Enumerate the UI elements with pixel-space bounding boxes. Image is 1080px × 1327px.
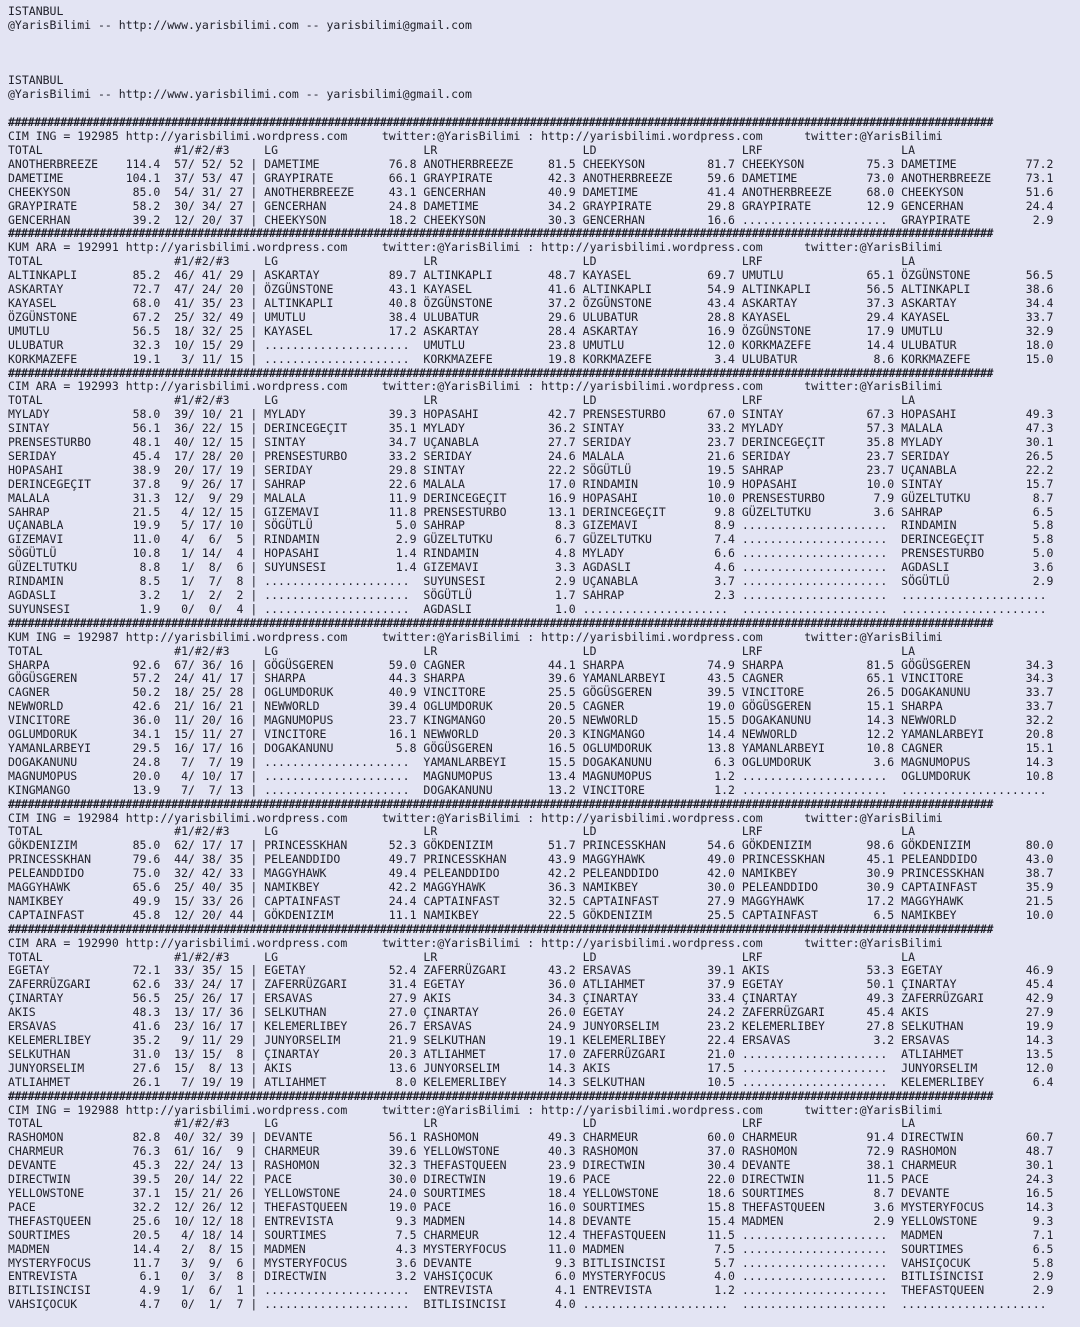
table-row: DAMETIME 104.1 37/ 53/ 47 | GRAYPIRATE 66.1 GRAYPIRATE 42.3 ANOTHERBREEZE 59.6 DAMETIME 73.0 ANOTHERBREEZE 73.1 (8, 170, 1054, 185)
table-row: MADMEN 14.4 2/ 8/ 15 | MADMEN 4.3 MYSTERYFOCUS 11.0 MADMEN 7.5 ..................... SOURTIMES 6.5 (8, 1241, 1054, 1256)
table-row: GÖKDENIZIM 85.0 62/ 17/ 17 | PRINCESSKHAN 52.3 GÖKDENIZIM 51.7 PRINCESSKHAN 54.6 GÖKDENIZIM 98.6 GÖKDENIZIM 80.0 (8, 838, 1054, 853)
table-row: ZAFERRÜZGARI 62.6 33/ 24/ 17 | ZAFERRÜZGARI 31.4 EGETAY 36.0 ATLIAHMET 37.9 EGETAY 50.1 ÇINARTAY 45.4 (8, 977, 1054, 992)
table-row: DEVANTE 45.3 22/ 24/ 13 | RASHOMON 32.3 THEFASTQUEEN 23.9 DIRECTWIN 30.4 DEVANTE 38.1 CHARMEUR 30.1 (8, 1158, 1054, 1173)
report-section-192987 (8, 617, 1080, 798)
separator-line: ####################################################################################################################################################### (8, 921, 994, 936)
separator-line: ####################################################################################################################################################### (8, 1088, 994, 1103)
separator-line: ####################################################################################################################################################### (8, 115, 994, 130)
column-header-line: TOTAL #1/#2/#3 LG LR LD LRF LA (8, 393, 915, 408)
table-row: PACE 32.2 12/ 26/ 12 | THEFASTQUEEN 19.0 PACE 16.0 SOURTIMES 15.8 THEFASTQUEEN 3.6 MYSTERYFOCUS 14.3 (8, 1199, 1054, 1214)
race-report-document (8, 5, 1080, 1312)
table-row: AKIS 48.3 13/ 17/ 36 | SELKUTHAN 27.0 ÇINARTAY 26.0 EGETAY 24.2 ZAFERRÜZGARI 45.4 AKIS 27.9 (8, 1005, 1054, 1020)
table-row: MAGGYHAWK 65.6 25/ 40/ 35 | NAMIKBEY 42.2 MAGGYHAWK 36.3 NAMIKBEY 30.0 PELEANDDIDO 30.9 CAPTAINFAST 35.9 (8, 880, 1054, 895)
table-row: UÇANABLA 19.9 5/ 17/ 10 | SÖGÜTLÜ 5.0 SAHRAP 8.3 GIZEMAVI 8.9 ..................... RINDAMIN 5.8 (8, 518, 1054, 533)
table-row: ANOTHERBREEZE 114.4 57/ 52/ 52 | DAMETIME 76.8 ANOTHERBREEZE 81.5 CHEEKYSON 81.7 CHEEKYSON 75.3 DAMETIME 77.2 (8, 156, 1054, 171)
table-row: MALALA 31.3 12/ 9/ 29 | MALALA 11.9 DERINCEGEÇIT 16.9 HOPASAHI 10.0 PRENSESTURBO 7.9 GÜZELTUTKU 8.7 (8, 490, 1054, 505)
table-row: ÖZGÜNSTONE 67.2 25/ 32/ 49 | UMUTLU 38.4 ULUBATUR 29.6 ULUBATUR 28.8 KAYASEL 29.4 KAYASEL 33.7 (8, 309, 1054, 324)
table-row: VINCITORE 36.0 11/ 20/ 16 | MAGNUMOPUS 23.7 KINGMANGO 20.5 NEWWORLD 15.5 DOGAKANUNU 14.3 NEWWORLD 32.2 (8, 713, 1054, 728)
table-row: GÜZELTUTKU 8.8 1/ 8/ 6 | SUYUNSESI 1.4 GIZEMAVI 3.3 AGDASLI 4.6 ..................... AGDASLI 3.6 (8, 560, 1054, 575)
table-row: SOURTIMES 20.5 4/ 18/ 14 | SOURTIMES 7.5 CHARMEUR 12.4 THEFASTQUEEN 11.5 ..................... MADMEN 7.1 (8, 1227, 1054, 1242)
report-section-192985 (8, 116, 1080, 227)
table-row: YAMANLARBEYI 29.5 16/ 17/ 16 | DOGAKANUNU 5.8 GÖGÜSGEREN 16.5 OGLUMDORUK 13.8 YAMANLARBEYI 10.8 CAGNER 15.1 (8, 740, 1054, 755)
table-row: SERIDAY 45.4 17/ 28/ 20 | PRENSESTURBO 33.2 SERIDAY 24.6 MALALA 21.6 SERIDAY 23.7 SERIDAY 26.5 (8, 448, 1054, 463)
column-header-line: TOTAL #1/#2/#3 LG LR LD LRF LA (8, 1116, 915, 1131)
table-row: OGLUMDORUK 34.1 15/ 11/ 27 | VINCITORE 16.1 NEWWORLD 20.3 KINGMANGO 14.4 NEWWORLD 12.2 YAMANLARBEYI 20.8 (8, 727, 1054, 742)
table-row: ÇINARTAY 56.5 25/ 26/ 17 | ERSAVAS 27.9 AKIS 34.3 ÇINARTAY 33.4 ÇINARTAY 49.3 ZAFERRÜZGARI 42.9 (8, 991, 1054, 1006)
table-row: BITLISINCISI 4.9 1/ 6/ 1 | ..................... ENTREVISTA 4.1 ENTREVISTA 1.2 ..................... THEFASTQUEEN 2.9 (8, 1283, 1054, 1298)
table-row: DERINCEGEÇIT 37.8 9/ 26/ 17 | SAHRAP 22.6 MALALA 17.0 RINDAMIN 10.9 HOPASAHI 10.0 SINTAY 15.7 (8, 476, 1054, 491)
report-section-192991 (8, 227, 1080, 366)
table-row: VAHSIÇOCUK 4.7 0/ 1/ 7 | ..................... BITLISINCISI 4.0 ..................... ..................... ..................... (8, 1297, 1047, 1312)
table-row: MYSTERYFOCUS 11.7 3/ 9/ 6 | MYSTERYFOCUS 3.6 DEVANTE 9.3 BITLISINCISI 5.7 ..................... VAHSIÇOCUK 5.8 (8, 1255, 1054, 1270)
table-row: NEWWORLD 42.6 21/ 16/ 21 | NEWWORLD 39.4 OGLUMDORUK 20.5 CAGNER 19.0 GÖGÜSGEREN 15.1 SHARPA 33.7 (8, 699, 1054, 714)
table-row: CHARMEUR 76.3 61/ 16/ 9 | CHARMEUR 39.6 YELLOWSTONE 40.3 RASHOMON 37.0 RASHOMON 72.9 RASHOMON 48.7 (8, 1144, 1054, 1159)
column-header-line: TOTAL #1/#2/#3 LG LR LD LRF LA (8, 824, 915, 839)
separator-line: ####################################################################################################################################################### (8, 365, 994, 380)
table-row: CHEEKYSON 85.0 54/ 31/ 27 | ANOTHERBREEZE 43.1 GENCERHAN 40.9 DAMETIME 41.4 ANOTHERBREEZE 68.0 CHEEKYSON 51.6 (8, 184, 1054, 199)
table-row: MYLADY 58.0 39/ 10/ 21 | MYLADY 39.3 HOPASAHI 42.7 PRENSESTURBO 67.0 SINTAY 67.3 HOPASAHI 49.3 (8, 407, 1054, 422)
table-row: ENTREVISTA 6.1 0/ 3/ 8 | DIRECTWIN 3.2 VAHSIÇOCUK 6.0 MYSTERYFOCUS 4.0 ..................... BITLISINCISI 2.9 (8, 1269, 1054, 1284)
table-row: SÖGÜTLÜ 10.8 1/ 14/ 4 | HOPASAHI 1.4 RINDAMIN 4.8 MYLADY 6.6 ..................... PRENSESTURBO 5.0 (8, 546, 1054, 561)
table-row: CAGNER 50.2 18/ 25/ 28 | OGLUMDORUK 40.9 VINCITORE 25.5 GÖGÜSGEREN 39.5 VINCITORE 26.5 DOGAKANUNU 33.7 (8, 685, 1054, 700)
table-row: RASHOMON 82.8 40/ 32/ 39 | DEVANTE 56.1 RASHOMON 49.3 CHARMEUR 60.0 CHARMEUR 91.4 DIRECTWIN 60.7 (8, 1130, 1054, 1145)
masthead-byline-repeat: @YarisBilimi -- http://www.yarisbilimi.com -- yarisbilimi@gmail.com (8, 87, 472, 102)
separator-line: ####################################################################################################################################################### (8, 226, 994, 241)
report-body (8, 116, 1080, 1312)
table-row: KINGMANGO 13.9 7/ 7/ 13 | ..................... DOGAKANUNU 13.2 VINCITORE 1.2 ..................... ..................... (8, 782, 1047, 797)
table-row: ATLIAHMET 26.1 7/ 19/ 19 | ATLIAHMET 8.0 KELEMERLIBEY 14.3 SELKUTHAN 10.5 ..................... KELEMERLIBEY 6.4 (8, 1074, 1054, 1089)
table-row: PRINCESSKHAN 79.6 44/ 38/ 35 | PELEANDDIDO 49.7 PRINCESSKHAN 43.9 MAGGYHAWK 49.0 PRINCESSKHAN 45.1 PELEANDDIDO 43.0 (8, 852, 1054, 867)
table-row: SUYUNSESI 1.9 0/ 0/ 4 | ..................... AGDASLI 1.0 ..................... ..................... ..................... (8, 601, 1047, 616)
table-row: UMUTLU 56.5 18/ 32/ 25 | KAYASEL 17.2 ASKARTAY 28.4 ASKARTAY 16.9 ÖZGÜNSTONE 17.9 UMUTLU 32.9 (8, 323, 1054, 338)
separator-line: ####################################################################################################################################################### (8, 796, 994, 811)
race-header-line: CIM ARA = 192990 http://yarisbilimi.wordpress.com twitter:@YarisBilimi : http://yarisbilimi.wordpress.com twitter:@YarisBilimi (8, 935, 943, 950)
race-header-line: CIM ING = 192985 http://yarisbilimi.wordpress.com twitter:@YarisBilimi : http://yarisbilimi.wordpress.com twitter:@YarisBilimi (8, 129, 943, 144)
race-header-line: CIM ARA = 192993 http://yarisbilimi.wordpress.com twitter:@YarisBilimi : http://yarisbilimi.wordpress.com twitter:@YarisBilimi (8, 379, 943, 394)
table-row: ALTINKAPLI 85.2 46/ 41/ 29 | ASKARTAY 89.7 ALTINKAPLI 48.7 KAYASEL 69.7 UMUTLU 65.1 ÖZGÜNSTONE 56.5 (8, 268, 1054, 283)
table-row: KAYASEL 68.0 41/ 35/ 23 | ALTINKAPLI 40.8 ÖZGÜNSTONE 37.2 ÖZGÜNSTONE 43.4 ASKARTAY 37.3 ASKARTAY 34.4 (8, 295, 1054, 310)
blank-line (8, 102, 1080, 116)
column-header-line: TOTAL #1/#2/#3 LG LR LD LRF LA (8, 949, 915, 964)
table-row: SAHRAP 21.5 4/ 12/ 15 | GIZEMAVI 11.8 PRENSESTURBO 13.1 DERINCEGEÇIT 9.8 GÜZELTUTKU 3.6 SAHRAP 6.5 (8, 504, 1054, 519)
report-section-192990 (8, 923, 1080, 1090)
table-row: SINTAY 56.1 36/ 22/ 15 | DERINCEGEÇIT 35.1 MYLADY 36.2 SINTAY 33.2 MYLADY 57.3 MALALA 47.3 (8, 421, 1054, 436)
race-header-line: KUM ARA = 192991 http://yarisbilimi.wordpress.com twitter:@YarisBilimi : http://yarisbilimi.wordpress.com twitter:@YarisBilimi (8, 240, 943, 255)
race-header-line: CIM ING = 192984 http://yarisbilimi.wordpress.com twitter:@YarisBilimi : http://yarisbilimi.wordpress.com twitter:@YarisBilimi (8, 810, 943, 825)
table-row: GIZEMAVI 11.0 4/ 6/ 5 | RINDAMIN 2.9 GÜZELTUTKU 6.7 GÜZELTUTKU 7.4 ..................... DERINCEGEÇIT 5.8 (8, 532, 1054, 547)
masthead (8, 5, 1080, 116)
report-section-192984 (8, 798, 1080, 923)
table-row: KELEMERLIBEY 35.2 9/ 11/ 29 | JUNYORSELIM 21.9 SELKUTHAN 19.1 KELEMERLIBEY 22.4 ERSAVAS 3.2 ERSAVAS 14.3 (8, 1033, 1054, 1047)
table-row: RINDAMIN 8.5 1/ 7/ 8 | ..................... SUYUNSESI 2.9 UÇANABLA 3.7 ..................... SÖGÜTLÜ 2.9 (8, 574, 1054, 589)
table-row: THEFASTQUEEN 25.6 10/ 12/ 18 | ENTREVISTA 9.3 MADMEN 14.8 DEVANTE 15.4 MADMEN 2.9 YELLOWSTONE 9.3 (8, 1213, 1054, 1228)
column-header-line: TOTAL #1/#2/#3 LG LR LD LRF LA (8, 143, 915, 157)
table-row: HOPASAHI 38.9 20/ 17/ 19 | SERIDAY 29.8 SINTAY 22.2 SÖGÜTLÜ 19.5 SAHRAP 23.7 UÇANABLA 22.2 (8, 462, 1054, 477)
table-row: GENCERHAN 39.2 12/ 20/ 37 | CHEEKYSON 18.2 CHEEKYSON 30.3 GENCERHAN 16.6 ..................... GRAYPIRATE 2.9 (8, 212, 1054, 227)
race-header-line: CIM ING = 192988 http://yarisbilimi.wordpress.com twitter:@YarisBilimi : http://yarisbilimi.wordpress.com twitter:@YarisBilimi (8, 1102, 943, 1117)
table-row: MAGNUMOPUS 20.0 4/ 10/ 17 | ..................... MAGNUMOPUS 13.4 MAGNUMOPUS 1.2 ..................... OGLUMDORUK 10.8 (8, 768, 1054, 783)
table-row: PRENSESTURBO 48.1 40/ 12/ 15 | SINTAY 34.7 UÇANABLA 27.7 SERIDAY 23.7 DERINCEGEÇIT 35.8 MYLADY 30.1 (8, 435, 1054, 450)
table-row: DIRECTWIN 39.5 20/ 14/ 22 | PACE 30.0 DIRECTWIN 19.6 PACE 22.0 DIRECTWIN 11.5 PACE 24.3 (8, 1172, 1054, 1187)
table-row: GRAYPIRATE 58.2 30/ 34/ 27 | GENCERHAN 24.8 DAMETIME 34.2 GRAYPIRATE 29.8 GRAYPIRATE 12.9 GENCERHAN 24.4 (8, 198, 1054, 213)
blank-line (8, 33, 1080, 47)
blank-line (8, 61, 1080, 75)
masthead-city: ISTANBUL (8, 4, 64, 18)
column-header-line: TOTAL #1/#2/#3 LG LR LD LRF LA (8, 254, 915, 269)
table-row: YELLOWSTONE 37.1 15/ 21/ 26 | YELLOWSTONE 24.0 SOURTIMES 18.4 YELLOWSTONE 18.6 SOURTIMES 8.7 DEVANTE 16.5 (8, 1185, 1054, 1200)
table-row: DOGAKANUNU 24.8 7/ 7/ 19 | ..................... YAMANLARBEYI 15.5 DOGAKANUNU 6.3 OGLUMDORUK 3.6 MAGNUMOPUS 14.3 (8, 754, 1054, 769)
blank-line (8, 47, 1080, 61)
masthead-city-repeat: ISTANBUL (8, 73, 64, 88)
column-header-line: TOTAL #1/#2/#3 LG LR LD LRF LA (8, 643, 915, 658)
table-row: SELKUTHAN 31.0 13/ 15/ 8 | ÇINARTAY 20.3 ATLIAHMET 17.0 ZAFERRÜZGARI 21.0 ..................... ATLIAHMET 13.5 (8, 1046, 1054, 1061)
table-row: SHARPA 92.6 67/ 36/ 16 | GÖGÜSGEREN 59.0 CAGNER 44.1 SHARPA 74.9 SHARPA 81.5 GÖGÜSGEREN 34.3 (8, 657, 1054, 672)
masthead-byline: @YarisBilimi -- http://www.yarisbilimi.com -- yarisbilimi@gmail.com (8, 17, 472, 32)
table-row: AGDASLI 3.2 1/ 2/ 2 | ..................... SÖGÜTLÜ 1.7 SAHRAP 2.3 ..................... ..................... (8, 588, 1047, 602)
table-row: NAMIKBEY 49.9 15/ 33/ 26 | CAPTAINFAST 24.4 CAPTAINFAST 32.5 CAPTAINFAST 27.9 MAGGYHAWK 17.2 MAGGYHAWK 21.5 (8, 893, 1054, 908)
table-row: CAPTAINFAST 45.8 12/ 20/ 44 | GÖKDENIZIM 11.1 NAMIKBEY 22.5 GÖKDENIZIM 25.5 CAPTAINFAST 6.5 NAMIKBEY 10.0 (8, 907, 1054, 922)
report-section-192988 (8, 1090, 1080, 1313)
table-row: ERSAVAS 41.6 23/ 16/ 17 | KELEMERLIBEY 26.7 ERSAVAS 24.9 JUNYORSELIM 23.2 KELEMERLIBEY 27.8 SELKUTHAN 19.9 (8, 1019, 1054, 1034)
race-header-line: KUM ING = 192987 http://yarisbilimi.wordpress.com twitter:@YarisBilimi : http://yarisbilimi.wordpress.com twitter:@YarisBilimi (8, 629, 943, 644)
table-row: ASKARTAY 72.7 47/ 24/ 20 | ÖZGÜNSTONE 43.1 KAYASEL 41.6 ALTINKAPLI 54.9 ALTINKAPLI 56.5 ALTINKAPLI 38.6 (8, 282, 1054, 297)
table-row: EGETAY 72.1 33/ 35/ 15 | EGETAY 52.4 ZAFERRÜZGARI 43.2 ERSAVAS 39.1 AKIS 53.3 EGETAY 46.9 (8, 963, 1054, 978)
separator-line: ####################################################################################################################################################### (8, 615, 994, 630)
table-row: ULUBATUR 32.3 10/ 15/ 29 | ..................... UMUTLU 23.8 UMUTLU 12.0 KORKMAZEFE 14.4 ULUBATUR 18.0 (8, 337, 1054, 352)
table-row: JUNYORSELIM 27.6 15/ 8/ 13 | AKIS 13.6 JUNYORSELIM 14.3 AKIS 17.5 ..................... JUNYORSELIM 12.0 (8, 1060, 1054, 1075)
table-row: GÖGÜSGEREN 57.2 24/ 41/ 17 | SHARPA 44.3 SHARPA 39.6 YAMANLARBEYI 43.5 CAGNER 65.1 VINCITORE 34.3 (8, 671, 1054, 686)
table-row: PELEANDDIDO 75.0 32/ 42/ 33 | MAGGYHAWK 49.4 PELEANDDIDO 42.2 PELEANDDIDO 42.0 NAMIKBEY 30.9 PRINCESSKHAN 38.7 (8, 866, 1054, 881)
report-section-192993 (8, 367, 1080, 617)
table-row: KORKMAZEFE 19.1 3/ 11/ 15 | ..................... KORKMAZEFE 19.8 KORKMAZEFE 3.4 ULUBATUR 8.6 KORKMAZEFE 15.0 (8, 351, 1054, 366)
